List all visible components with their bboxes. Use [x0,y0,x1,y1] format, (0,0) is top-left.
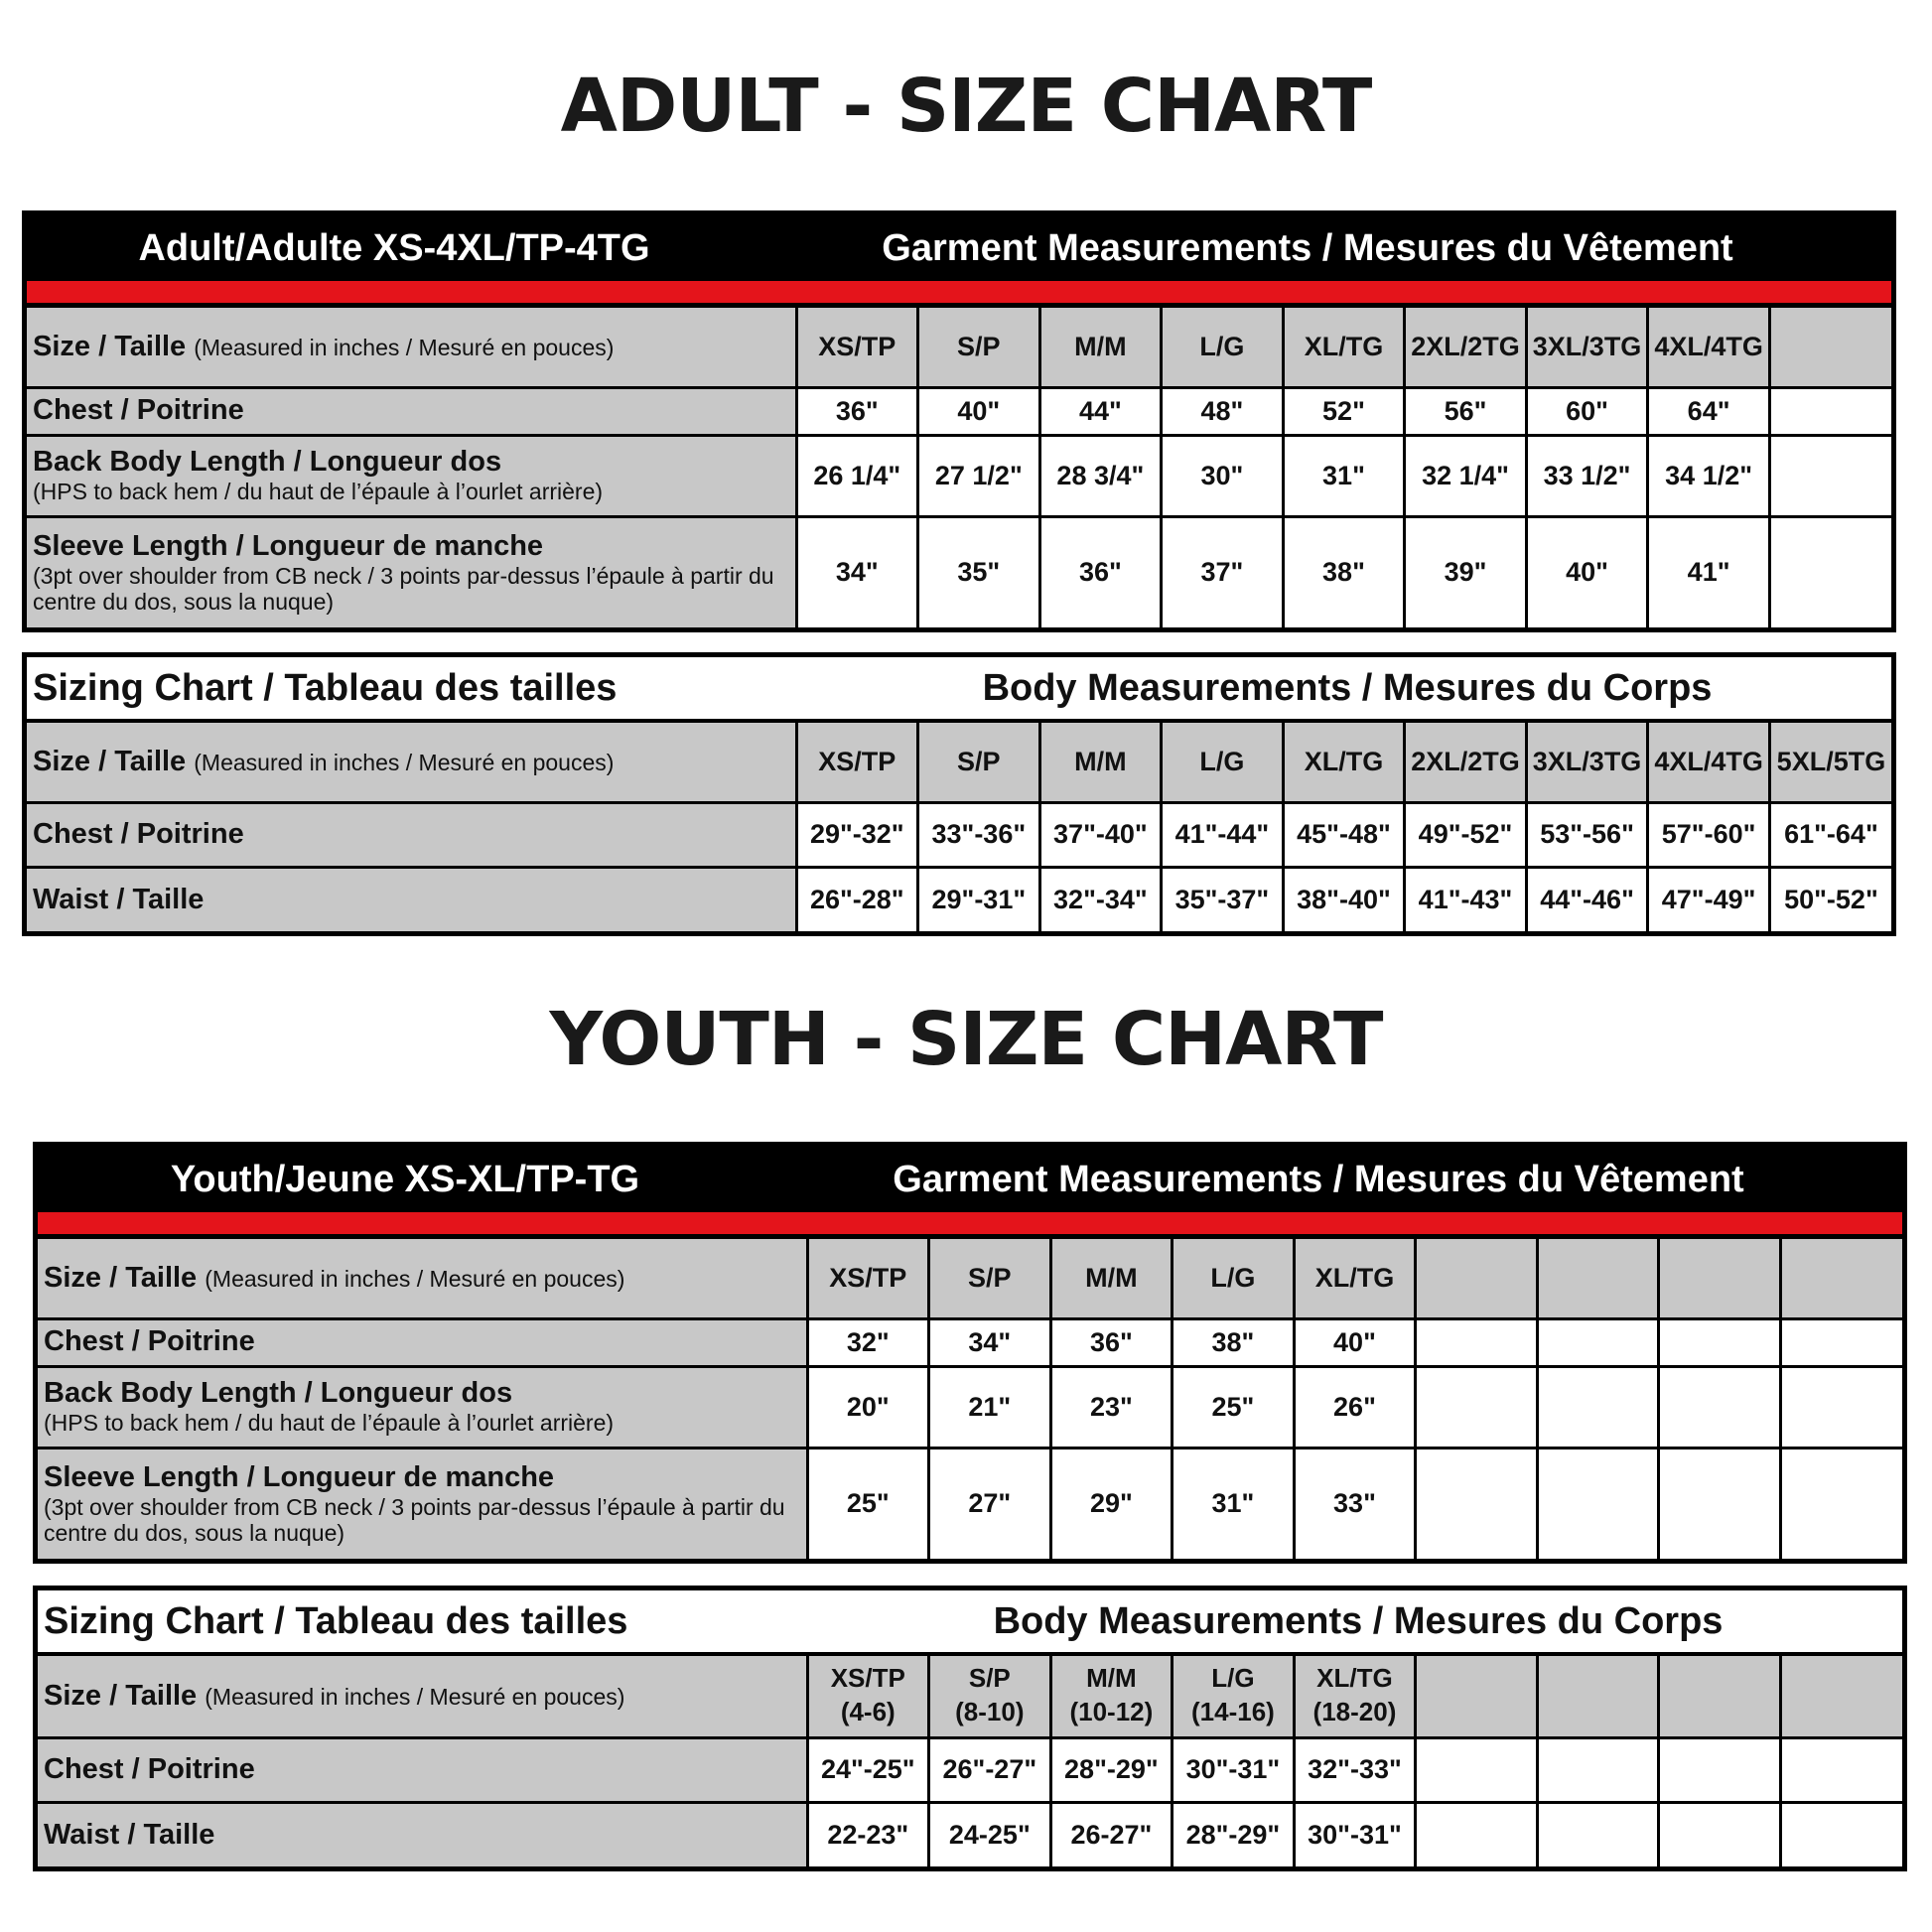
size-header-cell: L/G [1162,308,1284,387]
value-cell [1416,1366,1538,1448]
row-label-cell [27,867,796,931]
value-cell: 52" [1283,387,1405,435]
value-cell [1537,1802,1659,1866]
adult-garment-table [22,210,1896,632]
value-cell [1537,1318,1659,1366]
size-header-cell [1537,1239,1659,1318]
value-cell: 32" [807,1318,929,1366]
value-cell: 22-23" [807,1802,929,1866]
value-cell: 26-27" [1050,1802,1173,1866]
size-header-cell [1416,1656,1538,1737]
row-label: Chest / Poitrine [44,1752,255,1785]
size-age-range: (8-10) [955,1697,1025,1727]
youth-body-header [38,1590,1902,1656]
value-cell: 28 3/4" [1039,435,1162,516]
value-cell: 38" [1283,516,1405,627]
adult-body-header [27,657,1891,723]
value-cell: 56" [1405,387,1527,435]
value-cell: 26" [1294,1366,1416,1448]
size-header-cell [1537,1656,1659,1737]
size-header-cell [1769,723,1891,802]
value-cell: 27 1/2" [918,435,1040,516]
value-cell: 45"-48" [1283,802,1405,867]
adult-garment-left-heading: Adult/Adulte XS-4XL/TP-4TG [138,227,650,269]
size-header-row [27,308,1891,387]
value-cell: 33" [1294,1448,1416,1559]
table-row [27,435,1891,516]
value-cell: 28"-29" [1050,1737,1173,1802]
value-cell [1416,1448,1538,1559]
value-cell: 29"-32" [796,802,918,867]
size-header-row [27,723,1891,802]
size-header-cell [1416,1239,1538,1318]
adult-red-divider [27,281,1891,308]
youth-garment-body [38,1239,1902,1559]
value-cell: 23" [1050,1366,1173,1448]
size-header-cell [918,723,1040,802]
value-cell: 33 1/2" [1526,435,1648,516]
size-header-cell: L/G [1173,1239,1295,1318]
size-header-cell: 4XL/4TG [1648,308,1770,387]
size-unit-note: (Measured in inches / Mesuré en pouces) [205,1265,625,1292]
size-header-row [38,1656,1902,1737]
youth-section-title: YOUTH - SIZE CHART [549,997,1383,1082]
row-label: Sleeve Length / Longueur de manche [44,1460,555,1493]
value-cell: 30" [1162,435,1284,516]
value-cell [1769,387,1891,435]
value-cell: 47"-49" [1648,867,1770,931]
size-header-cell: S/P [929,1239,1051,1318]
value-cell: 40" [1526,516,1648,627]
row-label: Chest / Poitrine [44,1325,255,1358]
adult-garment-right-heading: Garment Measurements / Mesures du Vêtement [882,227,1733,269]
size-name: XS/TP [830,1663,905,1694]
value-cell: 29"-31" [918,867,1040,931]
value-cell: 53"-56" [1526,802,1648,867]
value-cell: 26"-28" [796,867,918,931]
row-label: Back Body Length / Longueur dos [44,1377,513,1410]
value-cell: 27" [929,1448,1051,1559]
size-header-cell: XL/TG [1294,1239,1416,1318]
value-cell: 36" [796,387,918,435]
adult-garment-header [27,215,1891,281]
value-cell [1659,1366,1781,1448]
value-cell: 38" [1173,1318,1295,1366]
size-header-cell: S/P [918,308,1040,387]
row-label: Waist / Taille [44,1818,215,1851]
size-name: 5XL/5TG [1776,746,1886,776]
value-cell: 28"-29" [1173,1802,1295,1866]
value-cell: 41"-44" [1162,802,1284,867]
youth-body-grid [38,1656,1902,1866]
youth-body-table [33,1586,1907,1871]
size-header-cell: XS/TP [807,1239,929,1318]
value-cell: 21" [929,1366,1051,1448]
table-row [38,1448,1902,1559]
size-header-cell [1648,723,1770,802]
value-cell: 37"-40" [1039,802,1162,867]
value-cell: 20" [807,1366,929,1448]
row-label: Sleeve Length / Longueur de manche [33,529,544,562]
size-name: XL/TG [1316,1663,1393,1694]
value-cell [1659,1737,1781,1802]
value-cell [1416,1737,1538,1802]
size-header-cell [1780,1239,1902,1318]
size-name: M/M [1086,1663,1137,1694]
value-cell: 32"-33" [1294,1737,1416,1802]
value-cell [1416,1802,1538,1866]
size-header-cell [1050,1656,1173,1737]
value-cell [1537,1448,1659,1559]
size-header-cell [1526,723,1648,802]
youth-garment-table [33,1142,1907,1564]
value-cell: 30"-31" [1294,1802,1416,1866]
youth-garment-grid [38,1239,1902,1559]
size-label-cell [38,1239,807,1318]
value-cell: 49"-52" [1405,802,1527,867]
row-label-cell [38,1802,807,1866]
size-header-cell: 3XL/3TG [1526,308,1648,387]
size-header-cell: 2XL/2TG [1405,308,1527,387]
adult-body-grid [27,723,1891,931]
value-cell: 35" [918,516,1040,627]
size-header-cell [796,723,918,802]
size-unit-note: (Measured in inches / Mesuré en pouces) [205,1683,625,1710]
row-note: (3pt over shoulder from CB neck / 3 points par-dessus l’épaule à partir du centre du dos, sous la nuque) [44,1493,785,1547]
size-header-cell [1162,723,1284,802]
value-cell [1780,1318,1902,1366]
value-cell: 31" [1283,435,1405,516]
size-name: 2XL/2TG [1411,746,1520,776]
value-cell: 34 1/2" [1648,435,1770,516]
table-row [27,867,1891,931]
value-cell: 40" [1294,1318,1416,1366]
size-header-cell [1780,1656,1902,1737]
value-cell: 25" [807,1448,929,1559]
adult-body-body [27,723,1891,931]
adult-body-right-heading: Body Measurements / Mesures du Corps [982,667,1713,709]
value-cell: 36" [1050,1318,1173,1366]
size-label: Size / Taille [33,330,187,362]
row-label-cell [38,1318,807,1366]
size-name: M/M [1074,746,1127,776]
size-header-cell [807,1656,929,1737]
value-cell: 32"-34" [1039,867,1162,931]
size-header-cell [929,1656,1051,1737]
row-label: Chest / Poitrine [33,817,244,850]
row-label-cell [27,387,796,435]
value-cell: 26"-27" [929,1737,1051,1802]
size-header-row [38,1239,1902,1318]
size-label-cell [27,723,796,802]
size-header-cell: M/M [1039,308,1162,387]
table-row [27,802,1891,867]
size-header-cell: XL/TG [1283,308,1405,387]
value-cell: 37" [1162,516,1284,627]
size-label-cell [27,308,796,387]
value-cell [1769,435,1891,516]
adult-garment-grid [27,308,1891,627]
value-cell [1659,1318,1781,1366]
youth-body-left-heading: Sizing Chart / Tableau des tailles [44,1600,628,1642]
value-cell: 41"-43" [1405,867,1527,931]
value-cell: 38"-40" [1283,867,1405,931]
value-cell: 34" [929,1318,1051,1366]
row-note: (3pt over shoulder from CB neck / 3 points par-dessus l’épaule à partir du centre du dos, sous la nuque) [33,562,774,616]
size-name: 4XL/4TG [1654,746,1763,776]
size-name: L/G [1211,1663,1255,1694]
size-age-range: (18-20) [1312,1697,1397,1727]
row-label: Waist / Taille [33,883,205,915]
size-label-cell [38,1656,807,1737]
value-cell: 40" [918,387,1040,435]
value-cell: 44" [1039,387,1162,435]
youth-body-right-heading: Body Measurements / Mesures du Corps [993,1600,1724,1642]
value-cell: 24-25" [929,1802,1051,1866]
size-name: S/P [968,1663,1011,1694]
size-label: Size / Taille [44,1679,198,1712]
value-cell: 25" [1173,1366,1295,1448]
table-row [27,387,1891,435]
size-label: Size / Taille [44,1261,198,1294]
value-cell [1769,516,1891,627]
value-cell [1659,1448,1781,1559]
row-label-cell [27,516,796,627]
value-cell: 30"-31" [1173,1737,1295,1802]
adult-garment-body [27,308,1891,627]
size-unit-note: (Measured in inches / Mesuré en pouces) [194,334,615,360]
value-cell: 41" [1648,516,1770,627]
size-name: XL/TG [1304,746,1384,776]
table-row [38,1366,1902,1448]
size-header-cell [1294,1656,1416,1737]
table-row [38,1802,1902,1866]
value-cell: 61"-64" [1769,802,1891,867]
row-label-cell [38,1448,807,1559]
value-cell: 44"-46" [1526,867,1648,931]
value-cell [1537,1737,1659,1802]
value-cell [1416,1318,1538,1366]
value-cell: 57"-60" [1648,802,1770,867]
size-age-range: (14-16) [1191,1697,1275,1727]
row-label-cell [27,802,796,867]
value-cell [1659,1802,1781,1866]
size-name: 3XL/3TG [1532,746,1642,776]
row-label-cell [38,1737,807,1802]
size-age-range: (4-6) [840,1697,896,1727]
size-name: L/G [1199,746,1245,776]
value-cell: 39" [1405,516,1527,627]
value-cell: 64" [1648,387,1770,435]
size-header-cell [1039,723,1162,802]
value-cell: 35"-37" [1162,867,1284,931]
youth-red-divider [38,1212,1902,1239]
value-cell: 36" [1039,516,1162,627]
size-header-cell [1659,1239,1781,1318]
row-label-cell [38,1366,807,1448]
row-note: (HPS to back hem / du haut de l’épaule à l’ourlet arrière) [33,479,604,505]
size-header-cell [1173,1656,1295,1737]
value-cell [1537,1366,1659,1448]
row-label: Back Body Length / Longueur dos [33,446,502,479]
table-row [38,1737,1902,1802]
value-cell: 50"-52" [1769,867,1891,931]
size-header-cell: M/M [1050,1239,1173,1318]
value-cell [1780,1802,1902,1866]
value-cell [1780,1448,1902,1559]
size-header-cell [1769,308,1891,387]
table-row [38,1318,1902,1366]
value-cell: 29" [1050,1448,1173,1559]
size-name: S/P [957,746,1001,776]
row-note: (HPS to back hem / du haut de l’épaule à l’ourlet arrière) [44,1410,615,1437]
value-cell: 48" [1162,387,1284,435]
youth-body-body [38,1656,1902,1866]
size-header-cell: XS/TP [796,308,918,387]
adult-body-table [22,652,1896,936]
youth-garment-header [38,1147,1902,1212]
value-cell: 60" [1526,387,1648,435]
value-cell: 31" [1173,1448,1295,1559]
size-name: XS/TP [818,746,897,776]
size-label: Size / Taille [33,745,187,777]
size-unit-note: (Measured in inches / Mesuré en pouces) [194,749,615,775]
size-header-cell [1659,1656,1781,1737]
size-age-range: (10-12) [1069,1697,1154,1727]
adult-section-title: ADULT - SIZE CHART [560,64,1372,149]
value-cell: 34" [796,516,918,627]
value-cell: 26 1/4" [796,435,918,516]
size-header-cell [1405,723,1527,802]
value-cell [1780,1737,1902,1802]
youth-garment-left-heading: Youth/Jeune XS-XL/TP-TG [170,1159,640,1200]
value-cell: 24"-25" [807,1737,929,1802]
value-cell: 32 1/4" [1405,435,1527,516]
size-header-cell [1283,723,1405,802]
adult-body-left-heading: Sizing Chart / Tableau des tailles [33,667,618,709]
row-label: Chest / Poitrine [33,394,244,427]
row-label-cell [27,435,796,516]
table-row [27,516,1891,627]
value-cell: 33"-36" [918,802,1040,867]
youth-garment-right-heading: Garment Measurements / Mesures du Vêtement [893,1159,1744,1200]
value-cell [1780,1366,1902,1448]
